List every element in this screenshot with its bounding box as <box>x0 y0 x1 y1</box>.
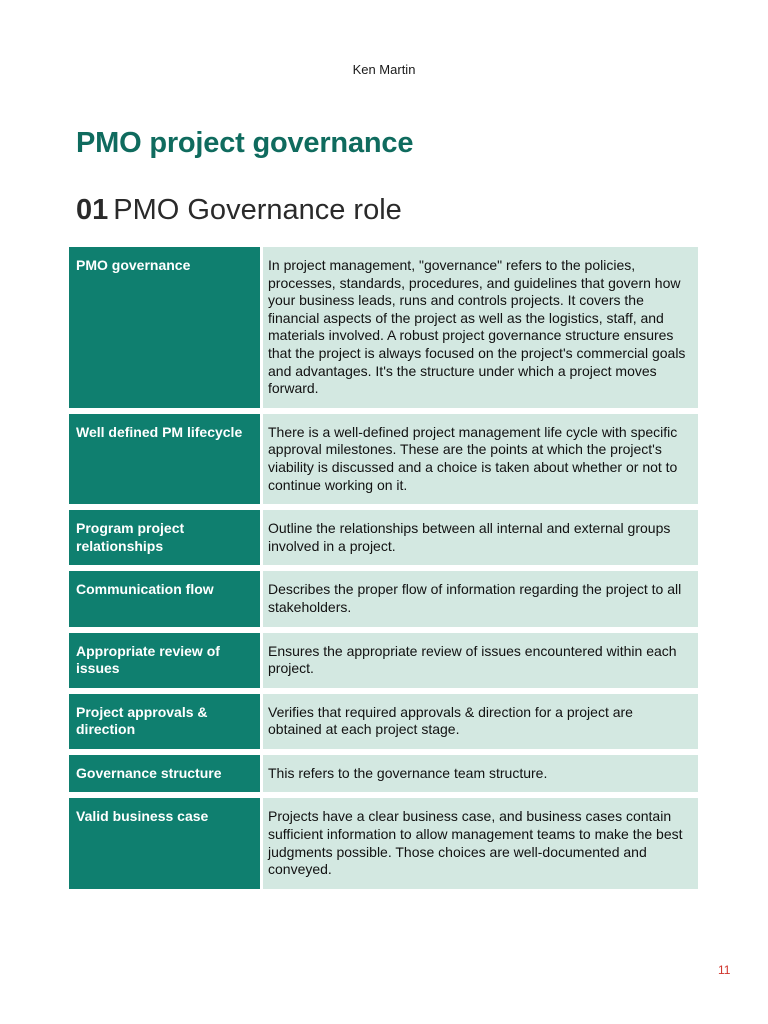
row-description: This refers to the governance team structure. <box>263 755 698 793</box>
section-number: 01 <box>76 194 109 226</box>
table-row <box>69 755 698 793</box>
row-description: In project management, "governance" refers to the policies, processes, standards, procedures, and guidelines that govern how your business leads, runs and controls projects. It covers the financial aspects of the project as well as the logistics, staff, and materials involved. A robust project governance structure ensures that the project is always focused on the project's commercial goals and advantages. It's the structure under which a project moves forward. <box>263 247 698 408</box>
row-term: Appropriate review of issues <box>69 633 260 688</box>
row-description: Outline the relationships between all internal and external groups involved in a project. <box>263 510 698 565</box>
row-description: Describes the proper flow of information regarding the project to all stakeholders. <box>263 571 698 626</box>
row-term: PMO governance <box>69 247 260 408</box>
row-description: There is a well-defined project management life cycle with specific approval milestones. These are the points at which the project's viability is discussed and a choice is taken about whether or not to continue working on it. <box>263 414 698 504</box>
row-description: Ensures the appropriate review of issues encountered within each project. <box>263 633 698 688</box>
section-heading <box>76 194 402 227</box>
table-row <box>69 694 698 749</box>
row-term: Communication flow <box>69 571 260 626</box>
page-title: PMO project governance <box>76 127 414 159</box>
row-term: Program project relationships <box>69 510 260 565</box>
row-term: Valid business case <box>69 798 260 888</box>
row-term: Governance structure <box>69 755 260 793</box>
table-row <box>69 414 698 504</box>
table-row <box>69 510 698 565</box>
page-number: 11 <box>718 963 731 977</box>
row-description: Verifies that required approvals & direction for a project are obtained at each project stage. <box>263 694 698 749</box>
table-row <box>69 633 698 688</box>
table-row <box>69 571 698 626</box>
section-title: PMO Governance role <box>113 194 402 226</box>
row-term: Well defined PM lifecycle <box>69 414 260 504</box>
row-term: Project approvals & direction <box>69 694 260 749</box>
table-row <box>69 798 698 888</box>
governance-table <box>66 241 701 895</box>
row-description: Projects have a clear business case, and business cases contain sufficient information to allow management teams to make the best judgments possible. Those choices are well-documented and conveyed. <box>263 798 698 888</box>
header-author: Ken Martin <box>352 62 416 77</box>
table-row <box>69 247 698 408</box>
